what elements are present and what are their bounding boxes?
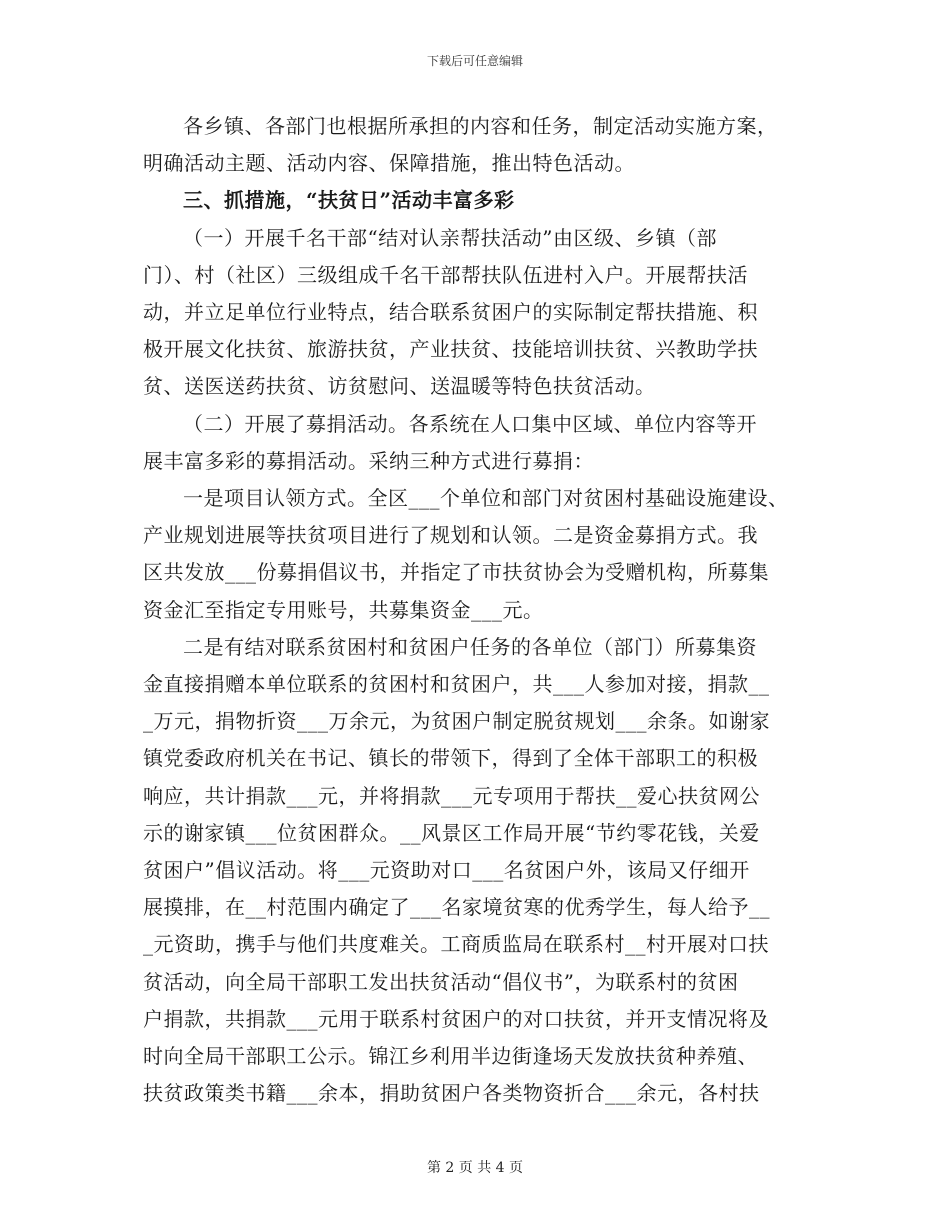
page-footer: 第 2 页 共 4 页 — [426, 1160, 524, 1176]
section-heading: 三、抓措施，“扶贫日”活动丰富多彩 — [183, 188, 515, 213]
paragraph-fundraising: （二）开展了募捐活动。各系统在人口集中区域、单位内容等开 展丰富多彩的募捐活动。采纳三种方式进行募捐： — [143, 411, 757, 473]
paragraph-township-plans: 各乡镇、各部门也根据所承担的内容和任务，制定活动实施方案， 明确活动主题、活动内容、保障措施，推出特色活动。 — [143, 114, 778, 176]
page-header: 下载后可任意编辑 — [426, 54, 523, 68]
paragraph-cadre-assistance: （一）开展千名干部“结对认亲帮扶活动”由区级、乡镇（部 门）、村（社区）三级组成千名干部帮扶队伍进村入户。开展帮扶活 动，并立足单位行业特点，结合联系贫困户的实际制定帮扶措施、积 极开展文化扶贫、旅游扶贫，产业扶贫、技能培训扶贫、兴教助学扶 贫、送医送药扶贫、访贫慰问、送温暖等特色扶贫活动。 — [143, 225, 758, 399]
paragraph-direct-donations: 二是有结对联系贫困村和贫困户任务的各单位（部门）所募集资 金直接捐赠本单位联系的贫困村和贫困户，共___人参加对接，捐款__ _万元，捐物折资___万余元，为贫困户制定脱贫规划___余条。如谢家 镇党委政府机关在书记、镇长的带领下，得到了全体干部职工的积极 响应，共计捐款___元，并将捐款___元专项用于帮扶__爱心扶贫网公 示的谢家镇___位贫困群众。__风景区工作局开展“节约零花钱，关爱 贫困户”倡议活动。将___元资助对口___名贫困户外，该局又仔细开 展摸排，在__村范围内确定了___名家境贫寒的优秀学生，每人给予__ _元资助，携手与他们共度难关。工商质监局在联系村__村开展对口扶 贫活动，向全局干部职工发出扶贫活动“倡仪书”，为联系村的贫困 户捐款，共捐款___元用于联系村贫困户的对口扶贫，并开支情况将及 时向全局干部职工公示。锦江乡利用半边街逢场天发放扶贫种养殖、 扶贫政策类书籍___余本，捐助贫困户各类物资折合___余元，各村扶 — [143, 634, 770, 1106]
paragraph-project-claiming: 一是项目认领方式。全区___个单位和部门对贫困村基础设施建设、 产业规划进展等扶贫项目进行了规划和认领。二是资金募捐方式。我 区共发放___份募捐倡议书，并指定了市扶贫协会为受赠机构，所募集 资金汇至指定专用账号，共募集资金___元。 — [143, 486, 789, 622]
document-body — [143, 108, 808, 1112]
